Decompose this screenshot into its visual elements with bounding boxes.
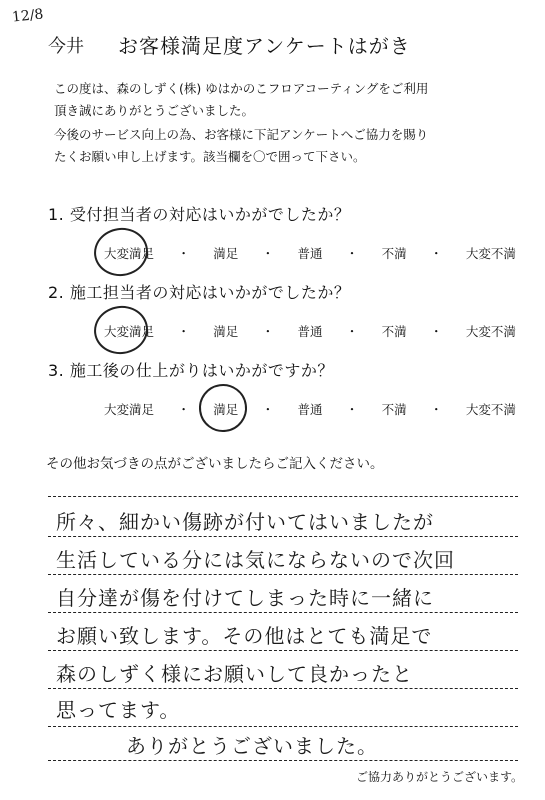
- separator-dot: ・: [177, 246, 190, 261]
- option-label: 満足: [213, 324, 239, 339]
- option-label: 普通: [297, 402, 323, 417]
- selection-circle: [91, 302, 151, 357]
- option-label: 普通: [297, 246, 323, 261]
- handwritten-comment-line-4: お願い致します。その他はとても満足で: [56, 624, 433, 648]
- intro-line-1: この度は、森のしずく(株) ゆはかのこフロアコーティングをご利用: [54, 81, 429, 96]
- separator-dot: ・: [177, 324, 190, 339]
- separator-dot: ・: [261, 324, 275, 339]
- question-1-options: [100, 240, 520, 266]
- question-2: 2. 施工担当者の対応はいかがでしたか？: [48, 283, 351, 302]
- q1-option-dissatisfied[interactable]: [378, 240, 411, 266]
- handwritten-comment-line-1: 所々、細かい傷跡が付いてはいましたが: [56, 510, 434, 534]
- option-label: 満足: [213, 402, 239, 417]
- option-label: 満足: [213, 246, 239, 261]
- q3-option-satisfied[interactable]: [209, 396, 242, 422]
- handwritten-date: 12/8: [11, 6, 45, 26]
- question-2-options: [100, 318, 520, 344]
- handwritten-comment-line-6: 思ってます。: [56, 698, 181, 722]
- handwritten-comment-line-3: 自分達が傷を付けてしまった時に一緒に: [56, 586, 434, 610]
- q2-option-neutral[interactable]: [293, 318, 326, 344]
- selection-circle: [91, 224, 151, 279]
- option-label: 大変不満: [465, 324, 516, 339]
- q3-option-neutral[interactable]: [293, 396, 326, 422]
- separator-dot: ・: [345, 402, 359, 417]
- separator-dot: ・: [261, 246, 275, 261]
- q3-option-very-satisfied[interactable]: [100, 396, 158, 422]
- writing-line: [48, 612, 518, 613]
- separator-dot: ・: [430, 324, 443, 339]
- option-label: 不満: [381, 402, 407, 417]
- option-label: 大変満足: [104, 246, 155, 261]
- other-comments-prompt: その他お気づきの点がございましたらご記入ください。: [46, 456, 384, 472]
- writing-line: [48, 760, 518, 761]
- separator-dot: ・: [261, 402, 275, 417]
- option-label: 大変不満: [465, 402, 516, 417]
- q1-option-very-satisfied[interactable]: [100, 240, 158, 266]
- writing-line: [48, 496, 518, 497]
- handwritten-comment-line-5: 森のしずく様にお願いして良かったと: [56, 662, 413, 686]
- question-3-options: [100, 396, 520, 422]
- intro-line-2: 頂き誠にありがとうございました。: [54, 103, 255, 118]
- option-label: 大変満足: [104, 402, 155, 417]
- handwritten-comment-line-7: ありがとうございました。: [126, 734, 378, 758]
- separator-dot: ・: [177, 402, 190, 417]
- intro-line-4: たくお願い申し上げます。該当欄を〇で囲って下さい。: [54, 149, 366, 164]
- option-label: 大変不満: [465, 246, 516, 261]
- option-label: 不満: [381, 324, 407, 339]
- separator-dot: ・: [345, 246, 359, 261]
- separator-dot: ・: [430, 246, 443, 261]
- question-3: 3. 施工後の仕上がりはいかがですか？: [48, 361, 334, 380]
- selection-circle: [196, 381, 250, 435]
- writing-line: [48, 726, 518, 727]
- option-label: 普通: [297, 324, 323, 339]
- q2-option-very-dissatisfied[interactable]: [462, 318, 520, 344]
- question-1: 1. 受付担当者の対応はいかがでしたか？: [48, 205, 351, 224]
- q3-option-very-dissatisfied[interactable]: [462, 396, 520, 422]
- q1-option-very-dissatisfied[interactable]: [462, 240, 520, 266]
- writing-line: [48, 650, 518, 651]
- q2-option-very-satisfied[interactable]: [100, 318, 158, 344]
- separator-dot: ・: [345, 324, 359, 339]
- writing-line: [48, 688, 518, 689]
- handwritten-name: 今井: [48, 36, 84, 57]
- page-title: お客様満足度アンケートはがき: [118, 34, 411, 58]
- q3-option-dissatisfied[interactable]: [378, 396, 411, 422]
- q1-option-neutral[interactable]: [293, 240, 326, 266]
- q2-option-dissatisfied[interactable]: [378, 318, 411, 344]
- option-label: 不満: [381, 246, 407, 261]
- footer-thanks: ご協力ありがとうございます。: [355, 770, 523, 784]
- writing-line: [48, 536, 518, 537]
- q1-option-satisfied[interactable]: [209, 240, 242, 266]
- q2-option-satisfied[interactable]: [209, 318, 242, 344]
- option-label: 大変満足: [104, 324, 155, 339]
- handwritten-comment-line-2: 生活している分には気にならないので次回: [56, 548, 455, 572]
- separator-dot: ・: [430, 402, 443, 417]
- intro-line-3: 今後のサービス向上の為、お客様に下記アンケートへご協力を賜り: [54, 127, 429, 142]
- writing-line: [48, 574, 518, 575]
